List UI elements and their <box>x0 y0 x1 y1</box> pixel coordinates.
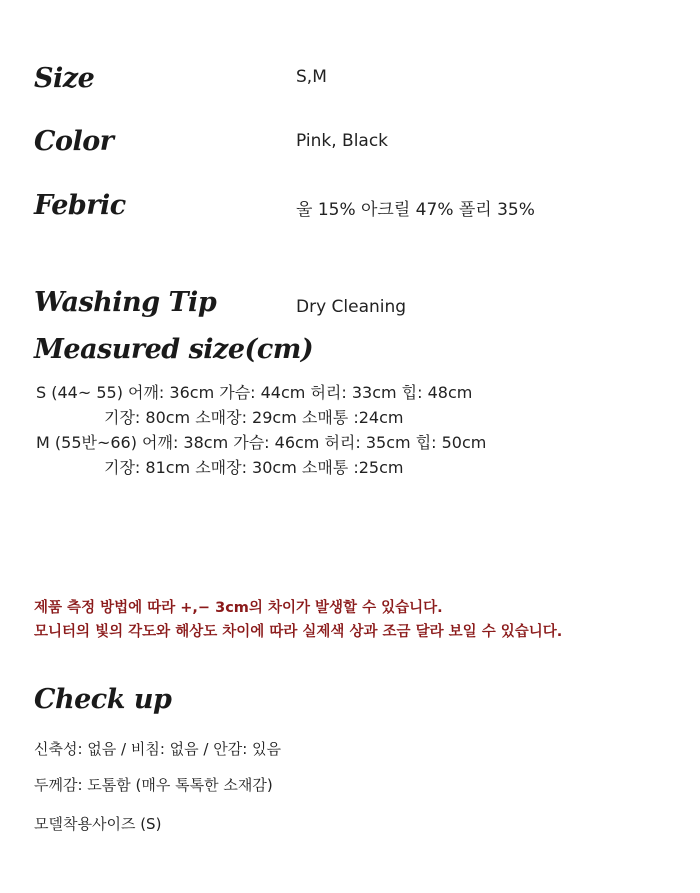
checkup-model-size: 모델착용사이즈 (S) <box>34 815 162 833</box>
measurement-s-line1: S (44~ 55) 어깨: 36cm 가슴: 44cm 허리: 33cm 힙: 48cm <box>36 383 473 402</box>
color-label: Color <box>34 126 114 157</box>
size-label: Size <box>34 63 95 94</box>
checkup-thickness: 두께감: 도톰함 (매우 톡톡한 소재감) <box>34 776 273 794</box>
measurement-m-line2: 기장: 81cm 소매장: 30cm 소매통 :25cm <box>104 458 404 477</box>
checkup-heading: Check up <box>34 684 172 715</box>
measurement-m-line1: M (55반~66) 어깨: 38cm 가슴: 46cm 허리: 35cm 힙: 50cm <box>36 433 487 452</box>
measured-size-heading: Measured size(cm) <box>34 334 314 365</box>
measurement-s-line2: 기장: 80cm 소매장: 29cm 소매통 :24cm <box>104 408 404 427</box>
notice-measurement: 제품 측정 방법에 따라 +,− 3cm의 차이가 발생할 수 있습니다. <box>34 600 443 616</box>
fabric-label: Febric <box>34 190 126 221</box>
washing-value: Dry Cleaning <box>296 297 407 317</box>
size-value: S,M <box>296 67 327 87</box>
fabric-value: 울 15% 아크릴 47% 폴리 35% <box>296 200 535 220</box>
notice-color: 모니터의 빛의 각도와 해상도 차이에 따라 실제색 상과 조금 달라 보일 수 있습니다. <box>34 624 563 640</box>
washing-label: Washing Tip <box>34 287 217 318</box>
color-value: Pink, Black <box>296 131 389 151</box>
checkup-stretch: 신축성: 없음 / 비침: 없음 / 안감: 있음 <box>34 740 282 758</box>
